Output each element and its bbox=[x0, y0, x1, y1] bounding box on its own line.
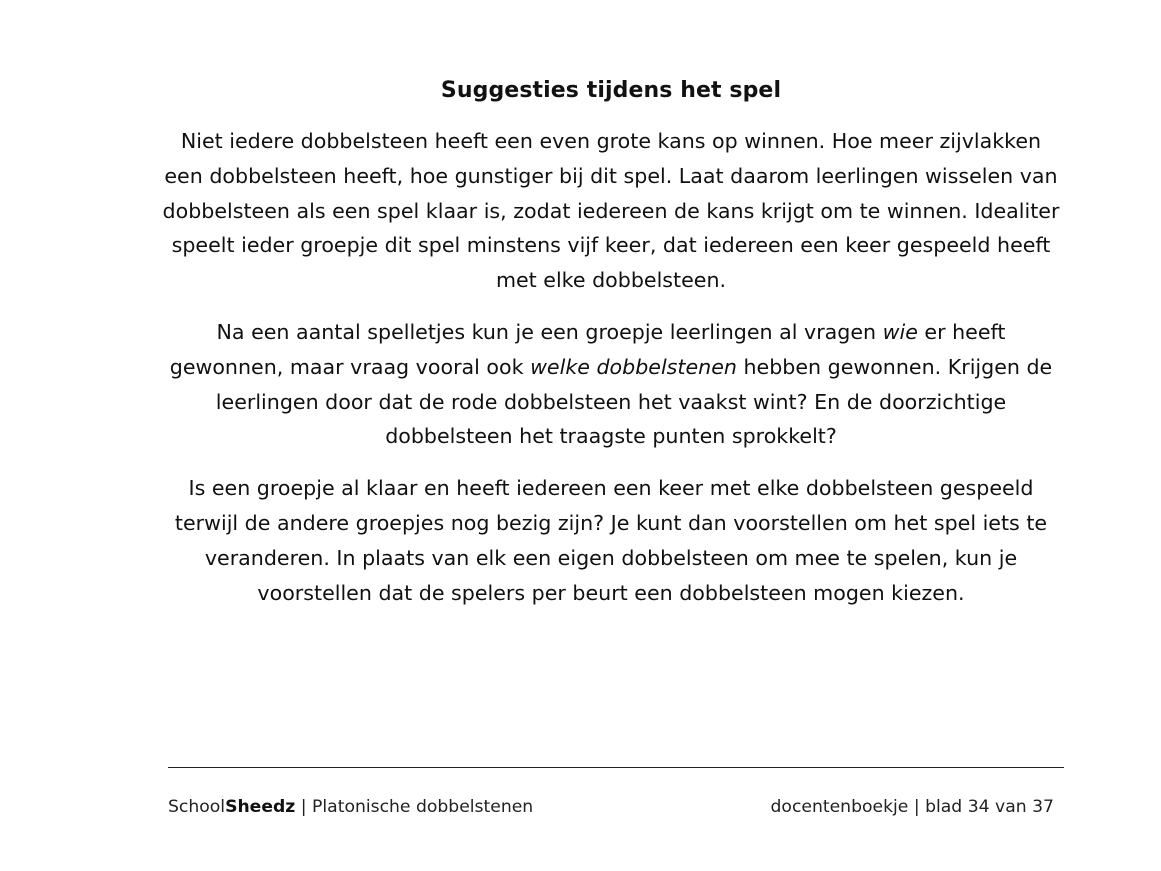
paragraph-2-text-b: er heeft gewonnen, maar vraag vooral ook bbox=[169, 319, 1006, 379]
footer-right bbox=[771, 794, 1054, 820]
paragraph-2-emphasis-dice: welke dobbelstenen bbox=[530, 354, 737, 379]
footer-divider bbox=[168, 767, 1064, 768]
page-total: 37 bbox=[1032, 797, 1054, 817]
body-content bbox=[162, 124, 1060, 627]
footer-separator: | bbox=[295, 797, 313, 817]
paragraph-2-text-c: hebben gewonnen. Krijgen de leerlingen door dat de rode dobbelsteen het vaakst wint? En de doorzichtige dobbelsteen het traagste punten sprokkelt? bbox=[215, 354, 1053, 449]
document-title: Platonische dobbelstenen bbox=[312, 797, 534, 817]
page-of: van bbox=[995, 797, 1027, 817]
brand-name-regular: School bbox=[168, 797, 226, 817]
footer-separator-right: | bbox=[908, 797, 926, 817]
page-title: Suggesties tijdens het spel bbox=[440, 78, 782, 103]
page-prefix: blad bbox=[925, 797, 963, 817]
footer-left bbox=[168, 794, 533, 820]
booklet-label: docentenboekje bbox=[770, 797, 909, 817]
paragraph-2-text-a: Na een aantal spelletjes kun je een groepje leerlingen al vragen bbox=[216, 319, 883, 344]
paragraph-2 bbox=[162, 315, 1060, 454]
paragraph-3: Is een groepje al klaar en heeft iedereen een keer met elke dobbelsteen gespeeld terwijl de andere groepjes nog bezig zijn? Je kunt dan voorstellen om het spel iets te veranderen. In plaats van elk een eigen dobbelsteen om mee te spelen, kun je voorstellen dat de spelers per beurt een dobbelsteen mogen kiezen. bbox=[174, 476, 1048, 605]
page-current: 34 bbox=[967, 797, 990, 817]
brand-name-bold: Sheedz bbox=[225, 797, 296, 817]
paragraph-1: Niet iedere dobbelsteen heeft een even grote kans op winnen. Hoe meer zijvlakken een dobbelsteen heeft, hoe gunstiger bij dit spel. Laat daarom leerlingen wisselen van dobbelsteen als een spel klaar is, zodat iedereen de kans krijgt om te winnen. Idealiter speelt ieder groepje dit spel minstens vijf keer, dat iedereen een keer gespeeld heeft met elke dobbelsteen. bbox=[162, 129, 1060, 293]
paragraph-2-emphasis-who: wie bbox=[882, 319, 918, 344]
